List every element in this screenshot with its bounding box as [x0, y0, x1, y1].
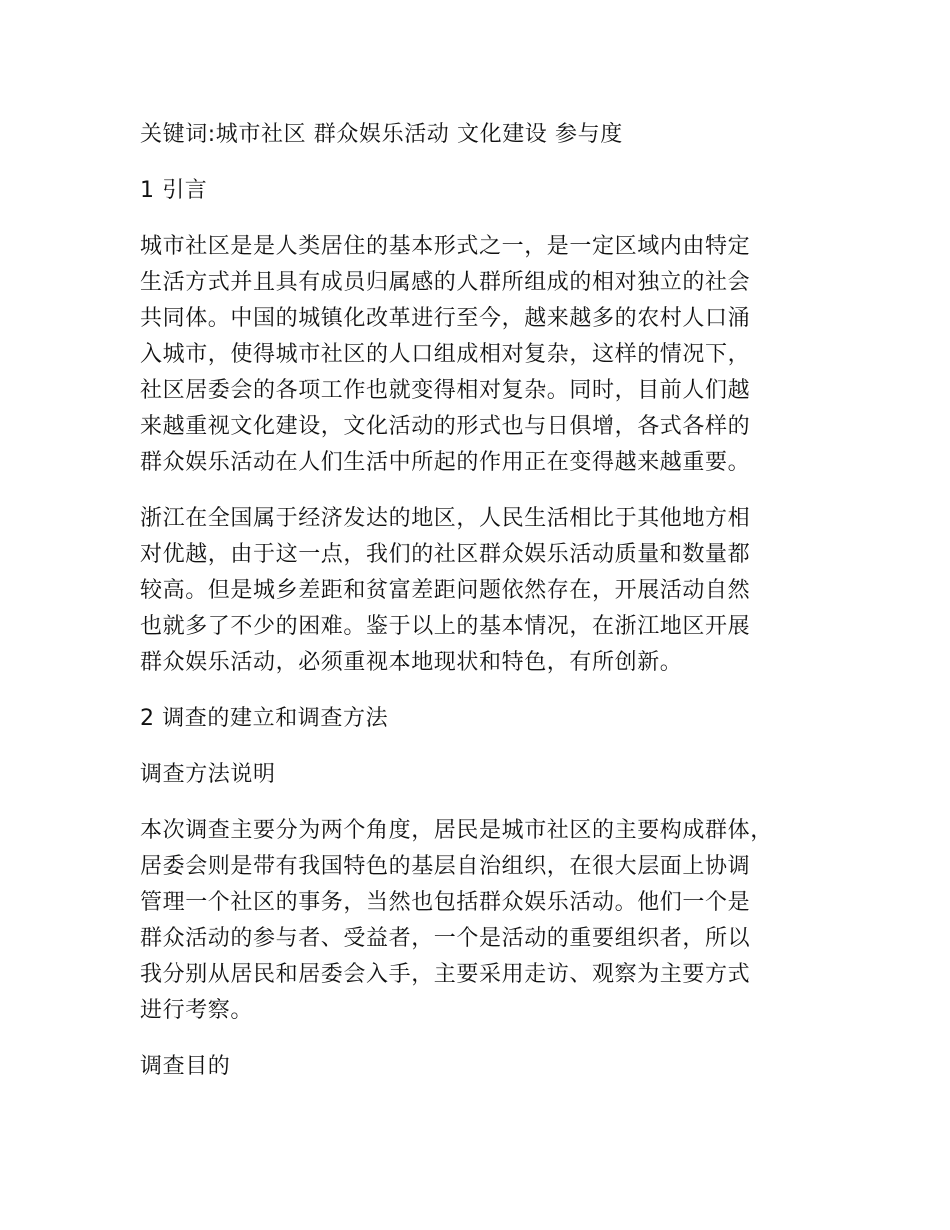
document-page — [140, 117, 830, 1105]
paragraph-line: 生活方式并且具有成员归属感的人群所组成的相对独立的社会 — [140, 270, 751, 295]
paragraph-line: 管理一个社区的事务，当然也包括群众娱乐活动。他们一个是 — [140, 890, 751, 915]
paragraph-line: 居委会则是带有我国特色的基层自治组织，在很大层面上协调 — [140, 854, 751, 879]
paragraph-line: 也就多了不少的困难。鉴于以上的基本情况，在浙江地区开展 — [140, 614, 751, 639]
paragraph-line: 浙江在全国属于经济发达的地区，人民生活相比于其他地方相 — [140, 506, 751, 531]
paragraph-line: 本次调查主要分为两个角度，居民是城市社区的主要构成群体， — [140, 818, 773, 843]
section-1-title: 1 引言 — [140, 178, 208, 203]
paragraph-line: 群众活动的参与者、受益者，一个是活动的重要组织者，所以 — [140, 926, 751, 951]
paragraph-line: 进行考察。 — [140, 998, 254, 1023]
paragraph-line: 入城市，使得城市社区的人口组成相对复杂，这样的情况下， — [140, 342, 751, 367]
paragraph-line: 群众娱乐活动在人们生活中所起的作用正在变得越来越重要。 — [140, 450, 751, 475]
paragraph-method — [140, 813, 830, 1029]
paragraph-line: 来越重视文化建设，文化活动的形式也与日俱增，各式各样的 — [140, 414, 751, 439]
paragraph-line: 共同体。中国的城镇化改革进行至今，越来越多的农村人口涌 — [140, 306, 751, 331]
paragraph-line: 社区居委会的各项工作也就变得相对复杂。同时，目前人们越 — [140, 378, 751, 403]
subsection-method-title: 调查方法说明 — [140, 762, 276, 787]
subsection-purpose-title: 调查目的 — [140, 1054, 231, 1079]
section-2-title: 2 调查的建立和调查方法 — [140, 706, 389, 731]
keywords-line: 关键词:城市社区 群众娱乐活动 文化建设 参与度 — [140, 122, 623, 147]
paragraph-intro-2 — [140, 501, 830, 681]
paragraph-line: 较高。但是城乡差距和贫富差距问题依然存在，开展活动自然 — [140, 578, 751, 603]
paragraph-line: 群众娱乐活动，必须重视本地现状和特色，有所创新。 — [140, 650, 683, 675]
paragraph-line: 城市社区是是人类居住的基本形式之一，是一定区域内由特定 — [140, 234, 751, 259]
paragraph-line: 对优越，由于这一点，我们的社区群众娱乐活动质量和数量都 — [140, 542, 751, 567]
paragraph-line: 我分别从居民和居委会入手，主要采用走访、观察为主要方式 — [140, 962, 751, 987]
paragraph-intro-1 — [140, 229, 830, 481]
